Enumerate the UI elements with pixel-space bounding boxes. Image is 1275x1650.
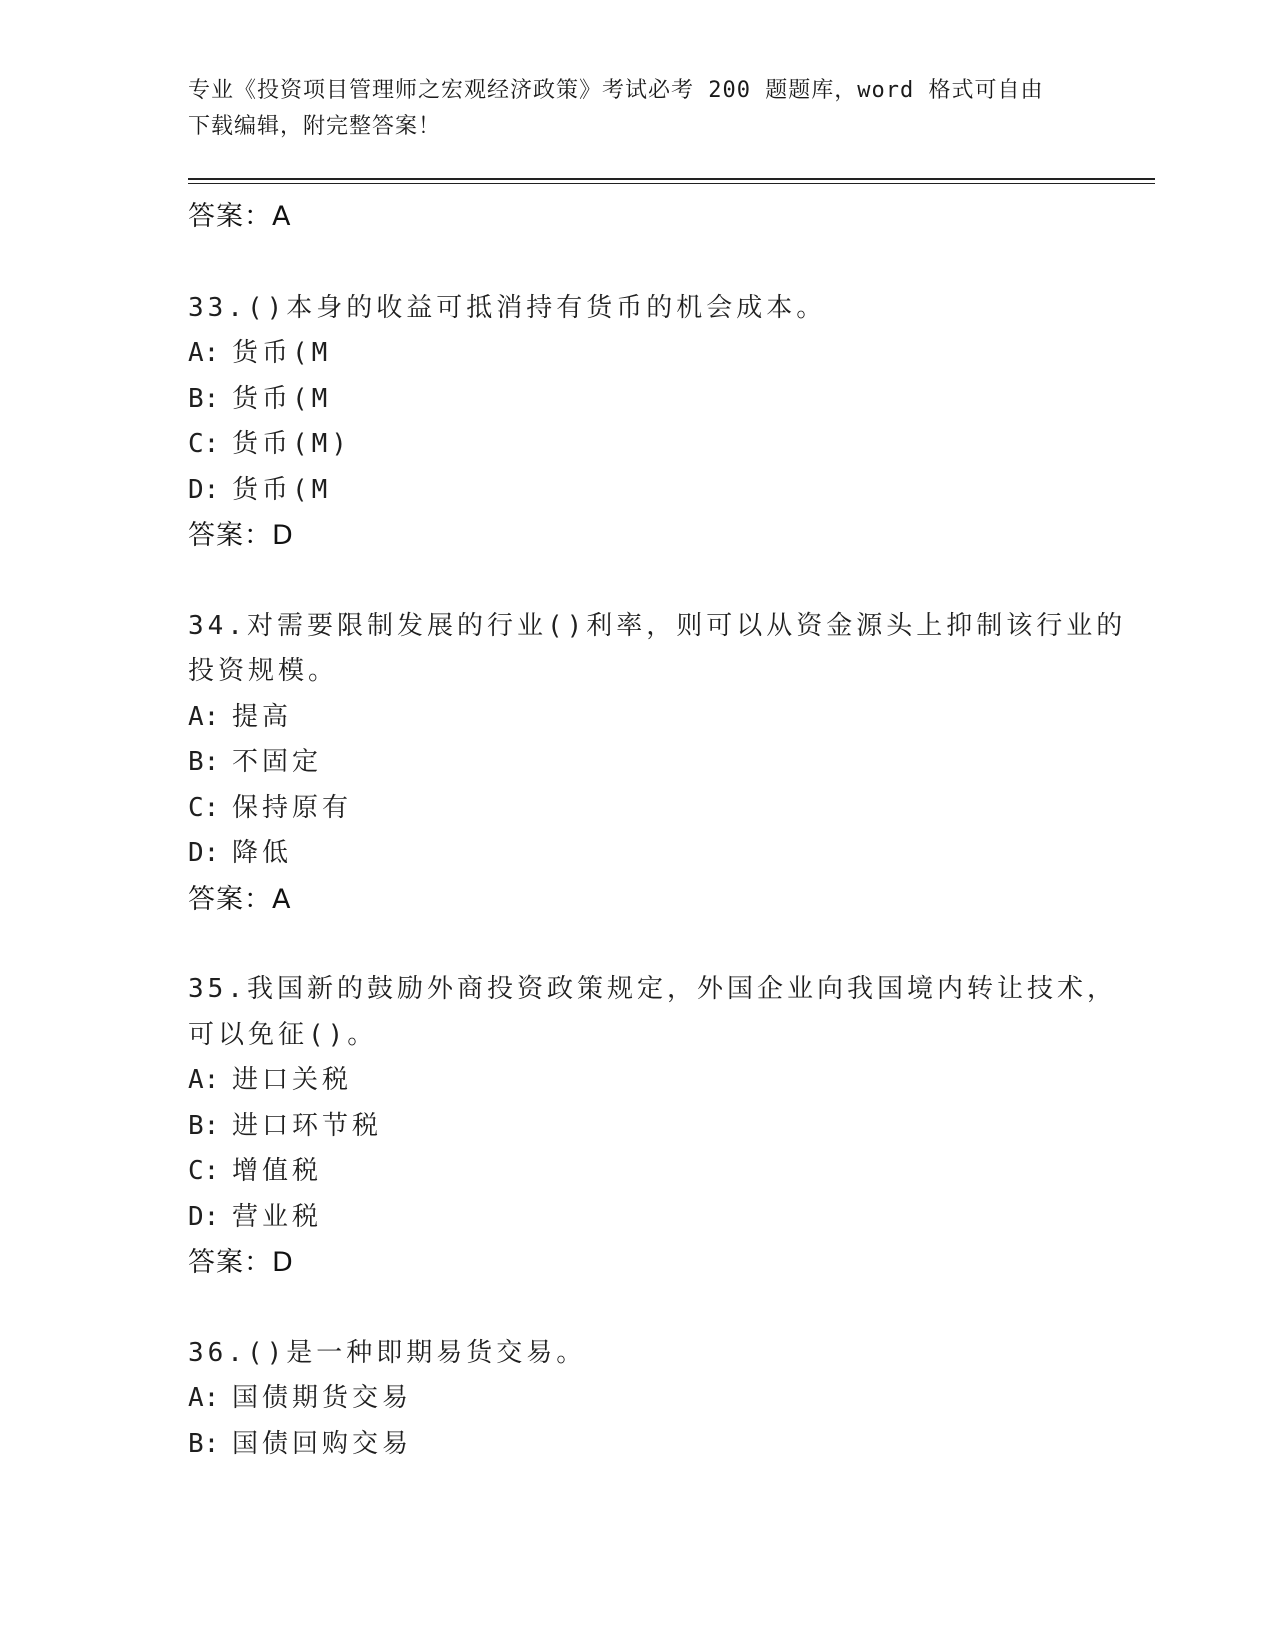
option-c (188, 422, 1088, 468)
header-line-2: 下载编辑，附完整答案！ (188, 114, 442, 139)
option-label: C: (188, 792, 220, 823)
option-text: 增值税 (232, 1156, 323, 1186)
answer: 答案：A (188, 883, 292, 915)
question-36 (188, 1331, 1088, 1468)
option-label: A: (188, 338, 220, 368)
option-d (188, 468, 1088, 514)
option-label: B: (188, 1110, 220, 1141)
option-b (188, 740, 1088, 786)
option-text: 货币(M (232, 338, 332, 368)
answer-32: 答案：A (188, 201, 292, 232)
header-divider-thin (188, 183, 1155, 184)
option-text: 国债回购交易 (232, 1428, 413, 1459)
option-text: 保持原有 (232, 792, 353, 823)
question-35 (188, 967, 1117, 1286)
option-label: C: (188, 429, 220, 459)
option-c (188, 1149, 1088, 1195)
question-text: 33.()本身的收益可抵消持有货币的机会成本。 (188, 292, 827, 323)
question-34 (188, 604, 1127, 923)
option-a (188, 1058, 1088, 1104)
option-text: 不固定 (232, 747, 323, 777)
option-label: B: (188, 1428, 220, 1459)
header-line-1: 专业《投资项目管理师之宏观经济政策》考试必考 200 题题库，word 格式可自由 (188, 78, 1044, 103)
answer: 答案：D (188, 520, 294, 551)
question-text-line-1: 34.对需要限制发展的行业()利率，则可以从资金源头上抑制该行业的 (188, 610, 1127, 641)
header-divider-thick (188, 178, 1155, 180)
question-text: 36.()是一种即期易货交易。 (188, 1337, 587, 1368)
option-text: 货币(M) (232, 429, 351, 459)
option-d (188, 1195, 1088, 1241)
option-label: A: (188, 701, 220, 732)
option-text: 货币(M (232, 474, 332, 505)
option-a (188, 695, 1088, 741)
question-33 (188, 286, 1088, 559)
option-label: D: (188, 1201, 220, 1232)
option-label: B: (188, 383, 220, 414)
option-b (188, 1104, 1088, 1150)
option-a (188, 1376, 1088, 1422)
question-list (188, 186, 1127, 1467)
option-text: 国债期货交易 (232, 1383, 413, 1413)
document-header (188, 73, 1088, 145)
option-c (188, 786, 1088, 832)
question-text-line-1: 35.我国新的鼓励外商投资政策规定，外国企业向我国境内转让技术， (188, 974, 1117, 1004)
option-b (188, 1422, 1088, 1468)
option-text: 降低 (232, 838, 293, 868)
option-b (188, 377, 1088, 423)
option-label: B: (188, 747, 220, 777)
option-text: 货币(M (232, 383, 332, 414)
option-a (188, 331, 1088, 377)
option-text: 营业税 (232, 1201, 323, 1232)
option-text: 进口环节税 (232, 1110, 383, 1141)
question-text-line-2: 投资规模。 (188, 656, 339, 686)
question-text-line-2: 可以免征()。 (188, 1019, 378, 1050)
option-label: D: (188, 838, 220, 868)
option-label: D: (188, 474, 220, 505)
answer: 答案：D (188, 1247, 294, 1278)
option-label: A: (188, 1065, 220, 1095)
option-d (188, 831, 1088, 877)
option-text: 进口关税 (232, 1065, 353, 1095)
option-text: 提高 (232, 701, 293, 732)
option-label: C: (188, 1156, 220, 1186)
option-label: A: (188, 1383, 220, 1413)
